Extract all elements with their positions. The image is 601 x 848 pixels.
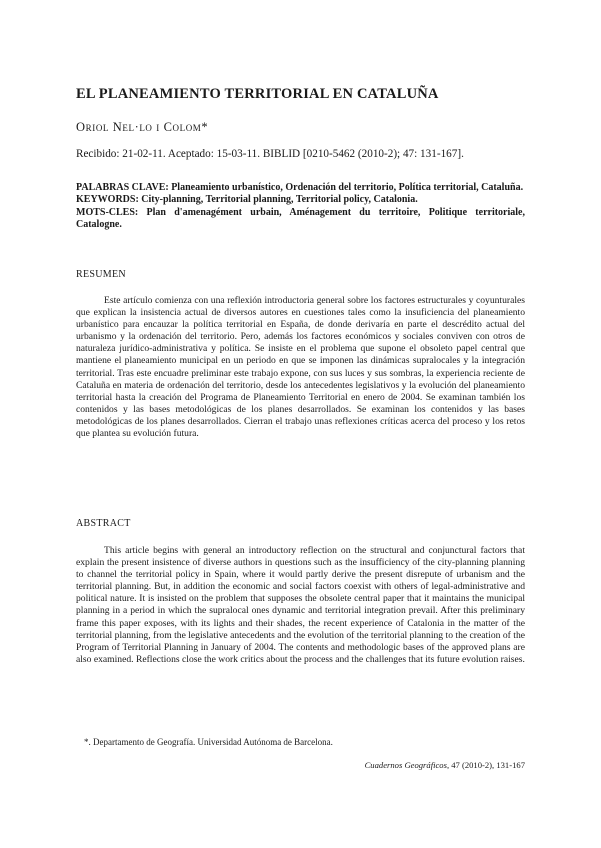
keywords-english: KEYWORDS: City-planning, Territorial planning, Territorial policy, Catalonia.	[76, 194, 418, 206]
article-author: Oriol Nel·lo i Colom*	[76, 120, 209, 134]
resumen-text: Este artículo comienza con una reflexión introductoria general sobre los factores estructurales y coyunturales que explican la insistencia actual de diversos autores en cuestiones tales como la insuficiencia del planeamiento urbanístico para encauzar la política territorial en España, de donde derivaría en parte el descrédito actual del urbanismo y la ordenación del territorio. Pero, además los factores económicos y sociales conviven con otros de naturaleza jurídico-administrativa y política. Se insiste en el problema que supone el obsoleto papel central que mantiene el planeamiento municipal en un periodo en que se imponen las dinámicas supralocales y la integración territorial. Tras este encuadre preliminar este trabajo expone, con sus luces y sus sombras, la experiencia reciente de Cataluña en materia de ordenación del territorio, desde los antecedentes legislativos y la evolución del planeamiento territorial hasta la creación del Programa de Planeamiento Territorial en enero de 2004. Se examinan también los contenidos y las bases metodológicas de los planes desarrollados. Se examinan los contenidos y las bases metodológicas de los planes desarrollados. Cierran el trabajo unas reflexiones críticas acerca del proceso y los retos que plantea su evolución futura.	[76, 295, 525, 440]
abstract-heading: ABSTRACT	[76, 518, 131, 529]
submission-dates: Recibido: 21-02-11. Aceptado: 15-03-11. BIBLID [0210-5462 (2010-2); 47: 131-167].	[76, 148, 464, 160]
journal-issue: , 47 (2010-2), 131-167	[446, 760, 525, 770]
journal-name: Cuadernos Geográficos	[364, 760, 447, 770]
journal-footer	[365, 760, 525, 770]
resumen-heading: RESUMEN	[76, 269, 126, 280]
author-affiliation-footnote: *. Departamento de Geografía. Universidad Autónoma de Barcelona.	[84, 737, 333, 747]
article-title: EL PLANEAMIENTO TERRITORIAL EN CATALUÑA	[76, 86, 439, 102]
keywords-block	[76, 182, 525, 231]
abstract-text: This article begins with general an introductory reflection on the structural and conjunctural factors that explain the present insistence of diverse authors in questions such as the insufficiency of the city-planning planning to channel the territorial policy in Spain, where it would partly derive the present disrepute of urbanism and the territorial planning. But, in addition the economic and social factors coexist with others of legal-administrative and political nature. It is insisted on the problem that supposes the obsolete central paper that it maintains the municipal planning in a period in which the supralocal ones dynamic and territorial integration prevail. After this preliminary frame this paper exposes, with its lights and their shades, the recent experience of Catalonia in the matter of the territorial planning, from the legislative antecedents and the evolution of the territorial planning to the creation of the Program of Territorial Planning in January of 2004. The contents and methodologic bases of the approved plans are also examined. Reflections close the work critics about the process and the challenges that its future evolution raises.	[76, 545, 525, 665]
paper-page	[76, 0, 525, 848]
keywords-spanish: PALABRAS CLAVE: Planeamiento urbanístico, Ordenación del territorio, Política territorial, Cataluña.	[76, 182, 524, 193]
keywords-french: MOTS-CLES: Plan d'amenagément urbain, Aménagement du territoire, Politique territoriale, Catalogne.	[76, 206, 525, 230]
